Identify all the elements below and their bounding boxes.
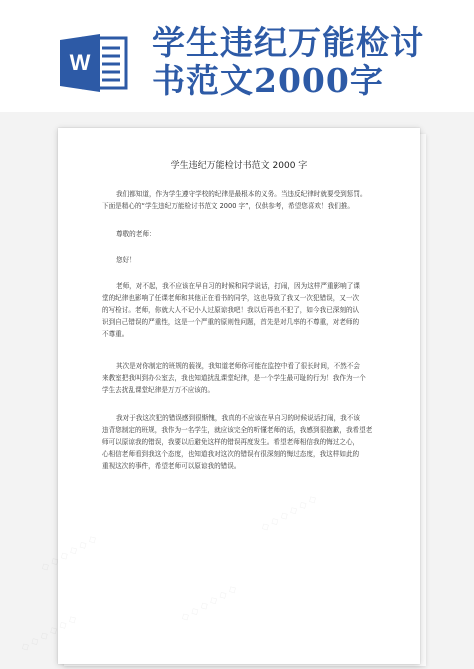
paragraph-intro: [102, 188, 382, 212]
watermark-mark: ◇ ◇ ◇ ◇ ◇ ◇: [39, 533, 99, 574]
text-line: 的写检讨。老师，你就大人不记小人过原谅我吧！我以后再也不犯了，如今我已深刻的认: [102, 306, 360, 314]
text-line: 重视这次的事件，希望老师可以原谅我的错误。: [102, 462, 241, 470]
text-line: 我们都知道，作为学生遵守学校的纪律是最根本的义务。当违反纪律时就要受到惩罚。: [116, 190, 367, 198]
paragraph-greeting: [102, 254, 382, 266]
text-line: 尊敬的老师：: [116, 230, 156, 238]
page-title: [152, 24, 462, 100]
paragraph-body-2: [102, 360, 382, 396]
watermark-mark: ◇ ◇ ◇ ◇ ◇ ◇: [179, 583, 239, 624]
paragraph-body-1: [102, 280, 382, 340]
word-document-icon: [58, 32, 130, 94]
text-line: 您好！: [116, 256, 136, 264]
text-line: 来教室把我叫到办公室去，我也知道扰乱课堂纪律，是一个学生最可耻的行为！我作为一个: [102, 374, 366, 382]
text-line: 识到自己错误的严重性，这是一个严重的原则性问题，首先是对几率的不尊重，对老师的: [102, 318, 360, 326]
text-line: 不尊重。: [102, 330, 129, 338]
text-line: 其次是对你制定的班规的藐视，我知道老师你可能在监控中看了很长时间，不然不会: [116, 362, 360, 370]
text-line: 老师，对不起，我不应该在早自习的时候和同学说话，打闹，因为这样严重影响了课: [116, 282, 360, 290]
text-line: 学生去扰乱课堂纪律是万万不应该的。: [102, 386, 215, 394]
text-line: 违背您制定的班规，我作为一名学生，就应该完全的听懂老师的话，我感到很抱歉，我希望老: [102, 426, 373, 434]
paragraph-body-3: [102, 412, 382, 472]
title-line-2: 书范文2000字: [152, 61, 384, 100]
text-line: 堂的纪律也影响了任课老师和其他正在看书的同学，这也导致了我又一次犯错误，又一次: [102, 294, 360, 302]
paragraph-salutation: [102, 228, 382, 240]
word-icon-letter: W: [69, 50, 91, 75]
text-line: 师可以原谅我的错误，我要以后避免这样的错误再度发生。希望老师相信我的悔过之心，: [102, 438, 360, 446]
watermark-mark: ◇ ◇ ◇ ◇ ◇ ◇: [259, 493, 319, 534]
text-line: 我对于我这次犯的错误感到很惭愧，我真的不应该在早自习的时候说话打闹，我不该: [116, 414, 360, 422]
text-line: 心相信老师看到我这个态度，也知道我对这次的错误有很深刻的悔过态度，我这样如此的: [102, 450, 360, 458]
title-line-1: 学生违纪万能检讨: [152, 23, 424, 62]
header-banner: [0, 0, 474, 112]
document-page: [39, 128, 420, 664]
document-title: 学生违纪万能检讨书范文 2000 字: [170, 161, 308, 171]
text-line: 下面是精心的“学生违纪万能检讨书范文 2000 字”，仅供参考，希望您喜欢！我们推。: [102, 202, 354, 210]
